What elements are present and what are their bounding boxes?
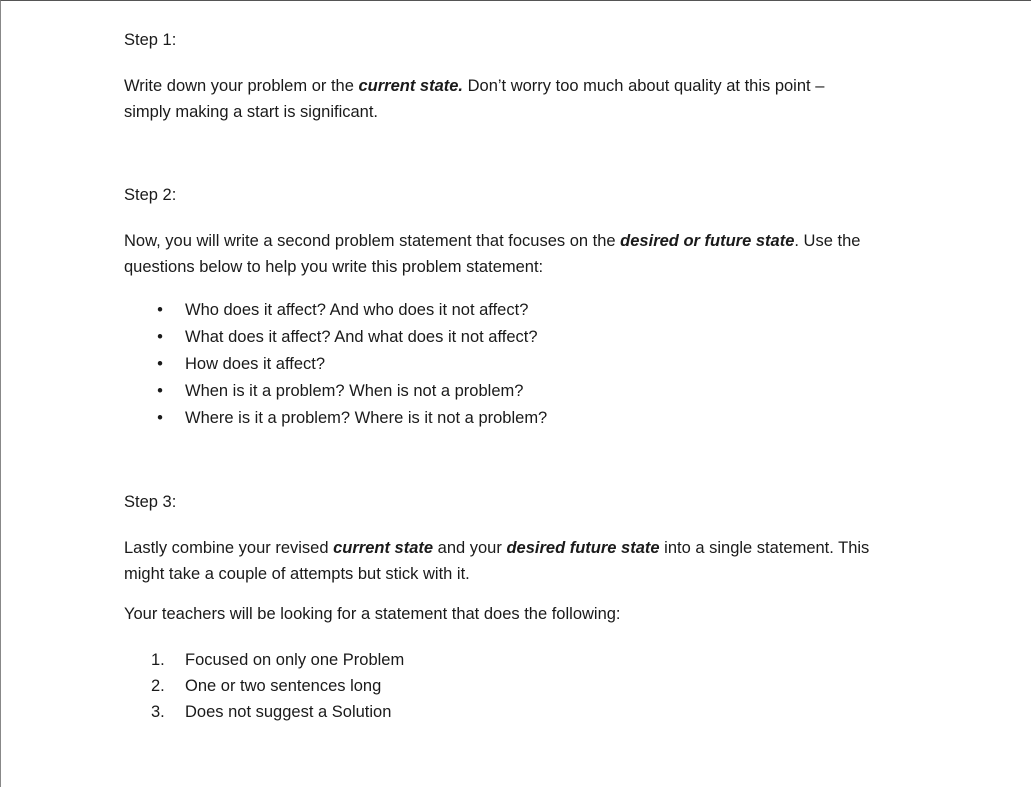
list-number: 3. [151, 703, 165, 721]
list-item: • How does it affect? [151, 351, 547, 378]
step2-line-2: questions below to help you write this problem statement: [124, 258, 544, 276]
emphasis-current-state: current state. [358, 77, 464, 95]
step3-intro: Your teachers will be looking for a statement that does the following: [124, 605, 621, 623]
step1-heading: Step 1: [124, 31, 177, 49]
step3-heading: Step 3: [124, 493, 177, 511]
bullet-icon: • [157, 301, 163, 319]
bullet-icon: • [157, 409, 163, 427]
emphasis-desired-future-state: desired future state [506, 539, 660, 557]
step3-line-1: Lastly combine your revised current state and your desired future state into a single statement. This [124, 539, 870, 557]
list-item: • What does it affect? And what does it not affect? [151, 324, 547, 351]
step2-paragraph [124, 228, 860, 280]
step1-paragraph [124, 73, 824, 125]
list-item: 1. Focused on only one Problem [151, 647, 404, 673]
step2-line-1: Now, you will write a second problem statement that focuses on the desired or future state. Use the [124, 232, 861, 250]
step1-line-2: simply making a start is significant. [124, 103, 379, 121]
criteria-numbered-list [151, 647, 404, 725]
list-item: 3. Does not suggest a Solution [151, 699, 404, 725]
step3-line-2: might take a couple of attempts but stick with it. [124, 565, 470, 583]
emphasis-current-state: current state [333, 539, 434, 557]
list-item: • Where is it a problem? Where is it not a problem? [151, 405, 547, 432]
list-item: • Who does it affect? And who does it not affect? [151, 297, 547, 324]
list-item: 2. One or two sentences long [151, 673, 404, 699]
list-number: 1. [151, 651, 165, 669]
step3-paragraph [124, 535, 869, 587]
bullet-icon: • [157, 355, 163, 373]
list-item: • When is it a problem? When is not a problem? [151, 378, 547, 405]
bullet-icon: • [157, 382, 163, 400]
bullet-icon: • [157, 328, 163, 346]
list-number: 2. [151, 677, 165, 695]
step1-line-1: Write down your problem or the current state. Don’t worry too much about quality at this point – [124, 77, 825, 95]
question-bullet-list [151, 297, 547, 432]
emphasis-desired-future-state: desired or future state [620, 232, 795, 250]
step2-heading: Step 2: [124, 186, 177, 204]
